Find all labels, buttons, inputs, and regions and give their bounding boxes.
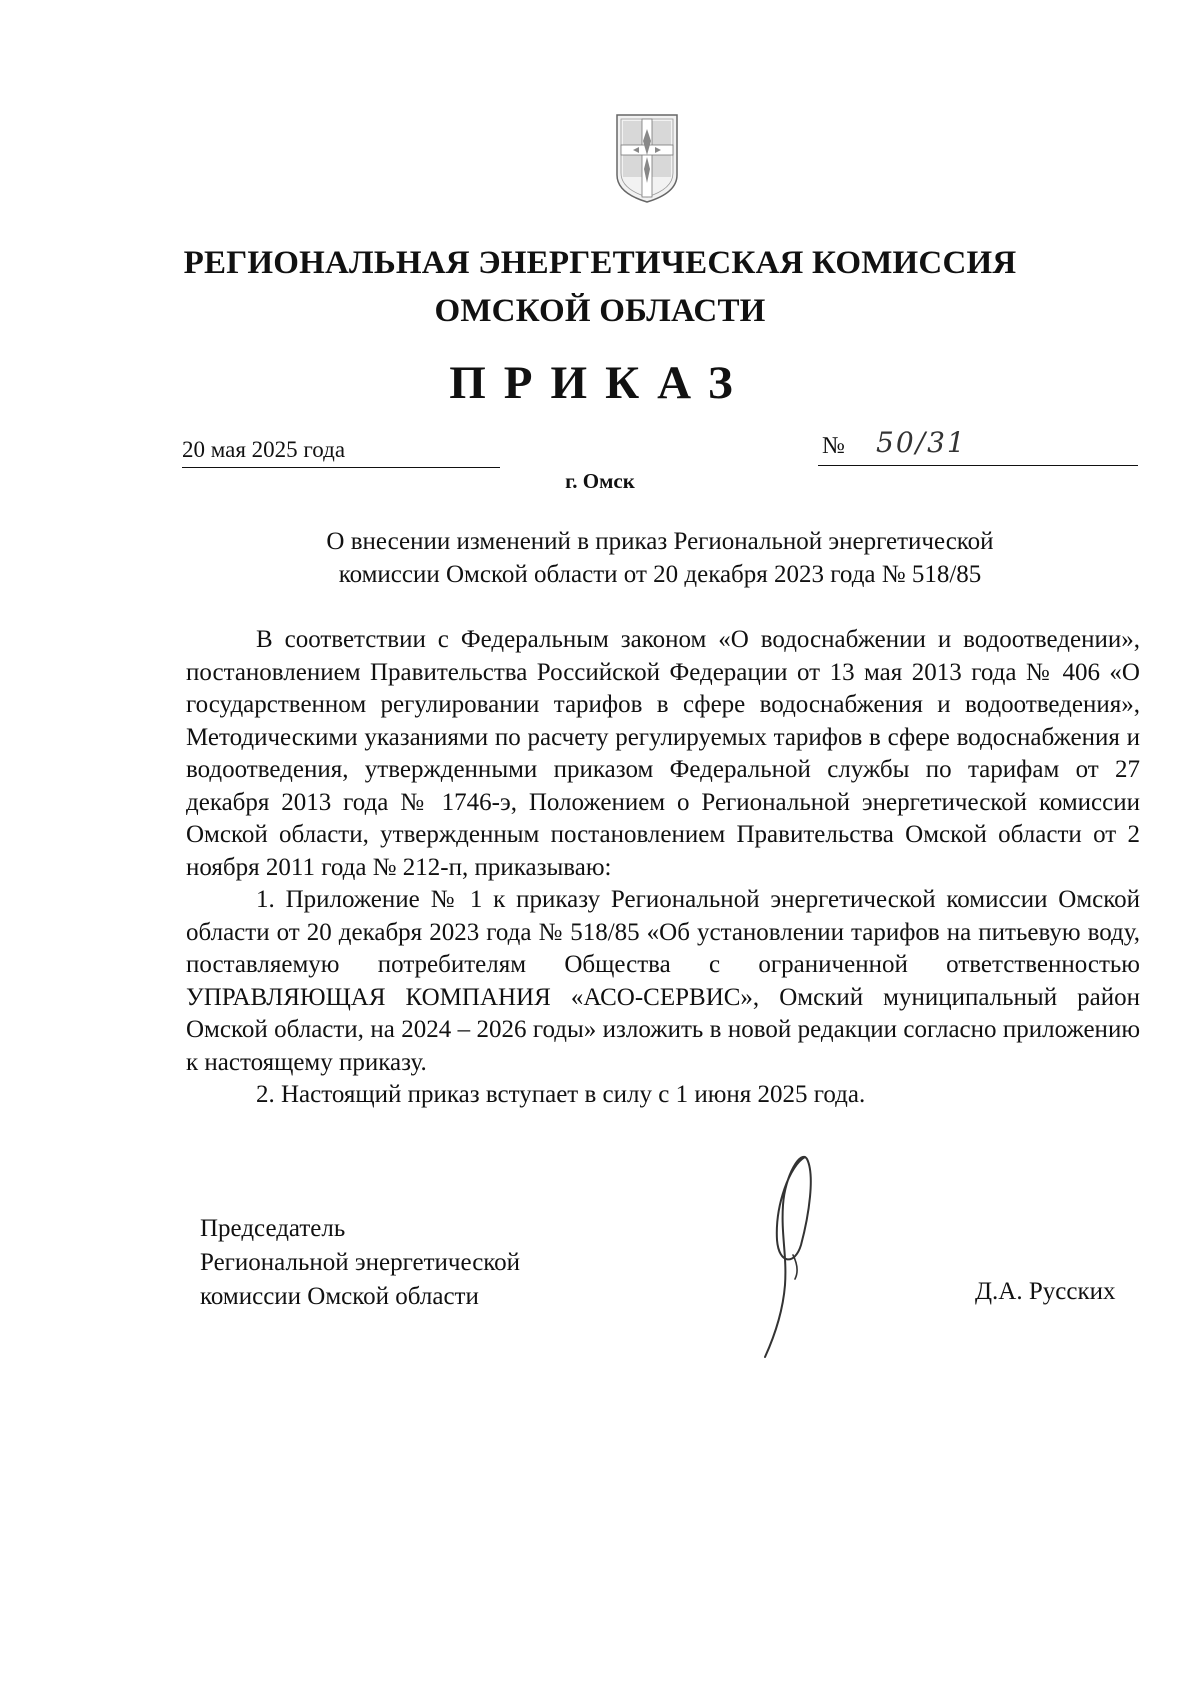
document-type-title: ПРИКАЗ xyxy=(449,357,751,409)
organization-name-line1: РЕГИОНАЛЬНАЯ ЭНЕРГЕТИЧЕСКАЯ КОМИССИЯ xyxy=(183,245,1017,281)
signatory-role-line3: комиссии Омской области xyxy=(200,1283,479,1310)
document-date: 20 мая 2025 года xyxy=(182,437,346,462)
signatory-role-line1: Председатель xyxy=(200,1215,346,1242)
subject-line1: О внесении изменений в приказ Региональной энергетической xyxy=(326,528,994,555)
signatory-role-line2: Региональной энергетической xyxy=(200,1249,521,1276)
signatory-position xyxy=(200,1212,520,1314)
coat-of-arms-emblem xyxy=(613,107,681,205)
document-body xyxy=(186,624,1140,1112)
subject-line2: комиссии Омской области от 20 декабря 2023 года № 518/85 xyxy=(338,561,982,588)
handwritten-signature xyxy=(735,1145,855,1360)
number-sign: № xyxy=(822,433,845,459)
document-number-handwritten: 50/31 xyxy=(876,426,967,459)
number-underline xyxy=(818,465,1138,466)
organization-name-line2: ОМСКОЙ ОБЛАСТИ xyxy=(434,293,766,329)
date-underline xyxy=(182,467,500,468)
body-item-2: 2. Настоящий приказ вступает в силу с 1 июня 2025 года. xyxy=(256,1081,866,1108)
body-preamble: В соответствии с Федеральным законом «О водоснабжении и водоотведении», постановлением Правительства Российской Федерации от 13 мая 2013 года № 406 «О государственном регулировании тарифов в сфере водоснабжения и водоотведения», Методическими указаниями по расчету регулируемых тарифов в сфере водоснабжения и водоотведения, утвержденными приказом Федеральной службы по тарифам от 27 декабря 2013 года № 1746-э, Положением о Региональной энергетической комиссии Омской области, утвержденным постановлением Правительства Омской области от 2 ноября 2011 года № 212-п, приказываю: xyxy=(186,626,1140,881)
document-subject xyxy=(260,525,1060,591)
document-city: г. Омск xyxy=(565,469,635,493)
body-item-1: 1. Приложение № 1 к приказу Региональной энергетической комиссии Омской области от 20 декабря 2023 года № 518/85 «Об установлении тарифов на питьевую воду, поставляемую потребителям Общества с ограниченной ответственностью УПРАВЛЯЮЩАЯ КОМПАНИЯ «АСО-СЕРВИС», Омский муниципальный район Омской области, на 2024 – 2026 годы» изложить в новой редакции согласно приложению к настоящему приказу. xyxy=(186,886,1140,1076)
signatory-name: Д.А. Русских xyxy=(975,1278,1116,1305)
